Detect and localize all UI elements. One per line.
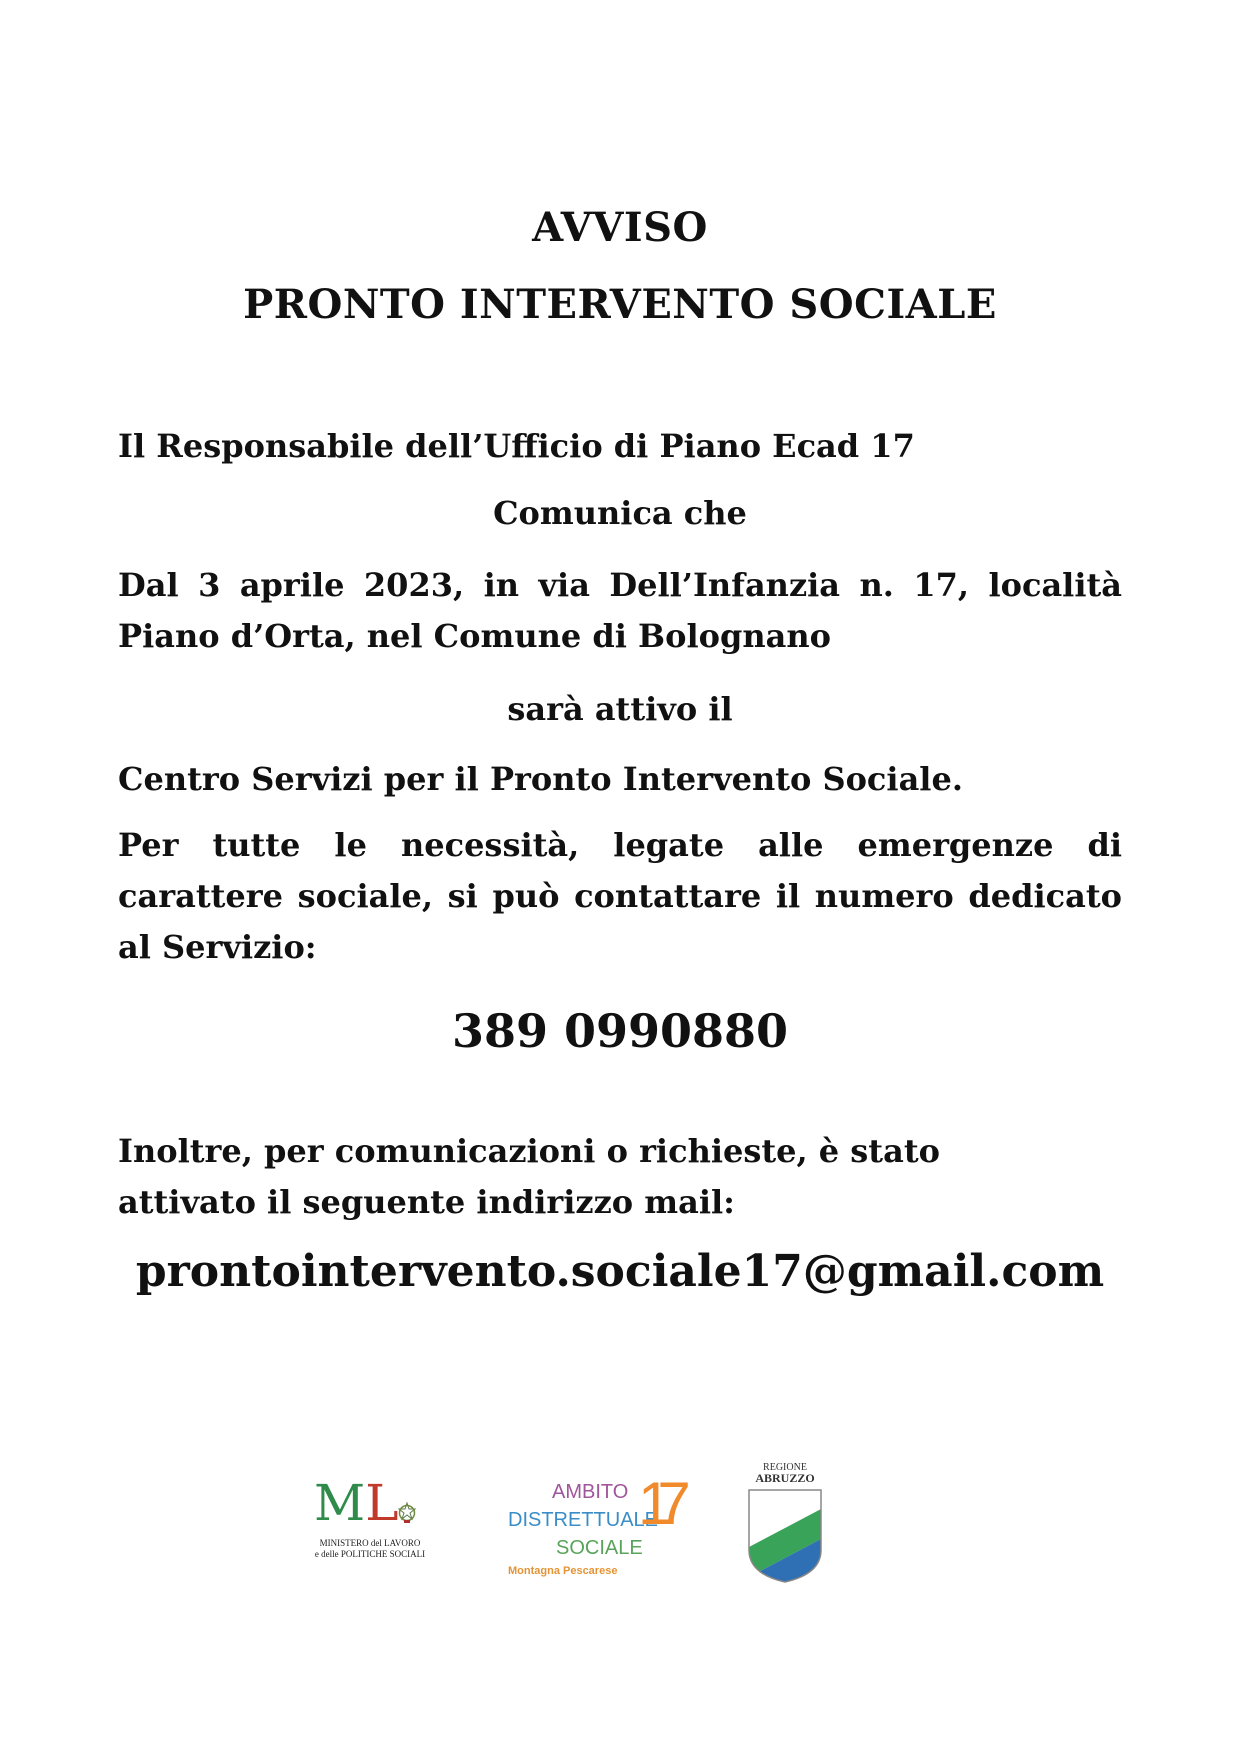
notice-subtitle: PRONTO INTERVENTO SOCIALE — [243, 281, 997, 328]
italian-emblem-icon — [398, 1502, 416, 1524]
necessita-paragraph: Per tutte le necessità, legate alle emergenze di carattere sociale, si può contattare il numero dedicato al Servizio: — [118, 826, 1122, 966]
ambito-number: 17 — [638, 1470, 677, 1537]
regione-abruzzo-logo — [740, 1458, 830, 1588]
responsabile-line: Il Responsabile dell’Ufficio di Piano Ecad 17 — [118, 427, 915, 465]
regione-caption: REGIONE ABRUZZO — [755, 1462, 815, 1485]
ministero-caption: MINISTERO del LAVORO e delle POLITICHE SOCIALI — [314, 1538, 426, 1559]
ambito-distrettuale-logo: AMBITO DISTRETTUALE SOCIALE Montagna Pescarese 17 — [508, 1470, 677, 1577]
comunica-line: Comunica che — [493, 494, 747, 532]
inoltre-paragraph: Inoltre, per comunicazioni o richieste, è stato attivato il seguente indirizzo mail: — [118, 1132, 940, 1221]
date-address-paragraph: Dal 3 aprile 2023, in via Dell’Infanzia n. 17, località Piano d’Orta, nel Comune di Bolognano — [118, 566, 1122, 655]
regione-shield-icon — [747, 1488, 823, 1584]
email-address[interactable]: prontointervento.sociale17@gmail.com — [135, 1246, 1105, 1297]
centro-servizi-line: Centro Servizi per il Pronto Intervento Sociale. — [118, 760, 963, 798]
notice-title: AVVISO — [532, 204, 708, 251]
sara-attivo-line: sarà attivo il — [507, 690, 733, 728]
ministero-lavoro-logo — [300, 1472, 440, 1562]
ministero-ml-mark: ML — [314, 1474, 399, 1532]
phone-number[interactable]: 389 0990880 — [451, 1004, 789, 1058]
